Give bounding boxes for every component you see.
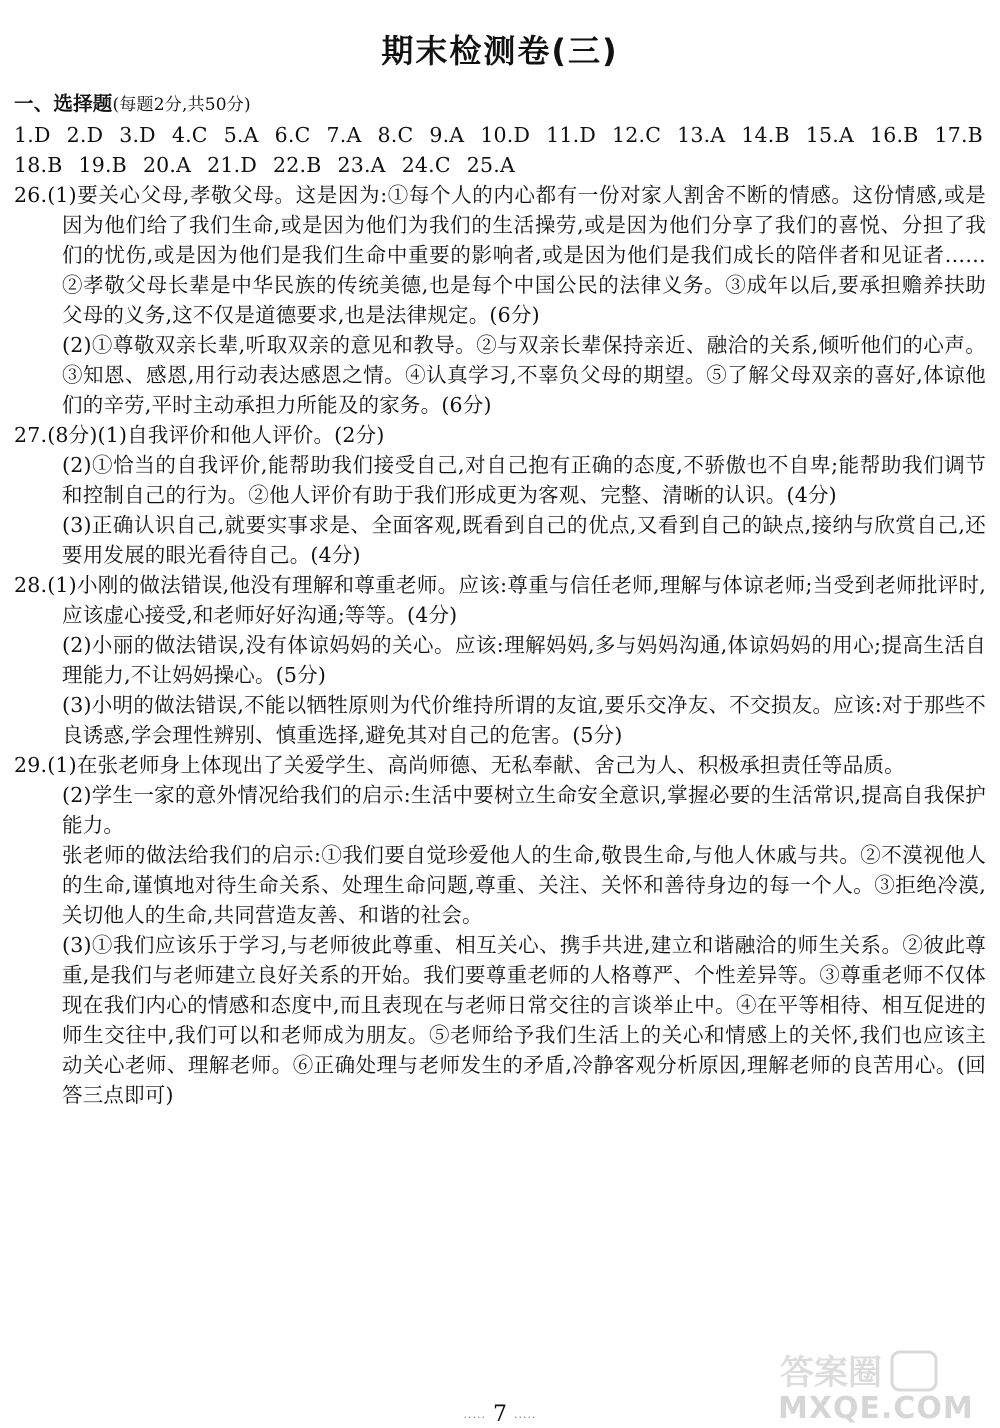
answer-content [14,88,986,1110]
choice-answer-item: 19.B [78,153,127,177]
choice-answer-item: 20.A [142,153,192,177]
choice-answer-item: 11.D [546,123,596,147]
choice-answer-item: 15.A [805,123,854,147]
choice-answer-item: 13.A [677,123,726,147]
choice-answer-item: 24.C [401,153,451,177]
choice-answer-item: 8.C [377,123,414,147]
question-29-part-3: (3)①我们应该乐于学习,与老师彼此尊重、相互关心、携手共进,建立和谐融洽的师生关系。②彼此尊重,是我们与老师建立良好关系的开始。我们要尊重老师的人格尊严、个性差异等。③尊重老师不仅体现在我们内心的情感和态度中,而且表现在与老师日常交往的言谈举止中。④在平等相待、相互促进的师生交往中,我们可以和老师成为朋友。⑤老师给予我们生活上的关心和情感上的关怀,我们也应该主动关心老师、理解老师。⑥正确处理与老师发生的矛盾,冷静客观分析原因,理解老师的良苦用心。(回答三点即可) [62,933,986,1107]
choice-answer-item: 6.C [274,123,311,147]
page-number: ····· 7 ····· [463,1402,537,1427]
choice-answer-item: 25.A [466,153,515,177]
choice-answer-item: 21.D [207,153,257,177]
choice-answer-item: 5.A [223,123,259,147]
question-28-part-1: 28.(1)小刚的做法错误,他没有理解和尊重老师。应该:尊重与信任老师,理解与体谅老师;当受到老师批评时,应该虚心接受,和老师好好沟通;等等。(4分) [14,573,986,627]
choice-answer-item: 22.B [273,153,322,177]
watermark-text-top: 答案圈 [780,1353,882,1393]
page-title: 期末检测卷(三) [381,32,619,70]
choice-answer-item: 3.D [119,123,156,147]
choice-answer-item: 16.B [870,123,919,147]
choice-answer-item: 12.C [612,123,662,147]
question-29-part-2-continued: 张老师的做法给我们的启示:①我们要自觉珍爱他人的生命,敬畏生命,与他人休戚与共。②不漠视他人的生命,谨慎地对待生命关系、处理生命问题,尊重、关注、关怀和善待身边的每一个人。③拒绝冷漠,关切他人的生命,共同营造友善、和谐的社会。 [62,843,986,927]
section-note: (每题2分,共50分) [112,95,251,115]
choice-answer-item: 9.A [429,123,465,147]
question-27-part-1: 27.(8分)(1)自我评价和他人评价。(2分) [14,423,385,447]
choice-answer-item: 17.B [934,123,983,147]
choice-answers [14,120,986,180]
choice-answer-item: 14.B [741,123,790,147]
question-29-part-1: 29.(1)在张老师身上体现出了关爱学生、高尚师德、无私奉献、舍己为人、积极承担责任等品质。 [14,753,905,777]
question-26-part-1: 26.(1)要关心父母,孝敬父母。这是因为:①每个人的内心都有一份对家人割舍不断的情感。这份情感,或是因为他们给了我们生命,或是因为他们为我们的生活操劳,或是因为他们分享了我们的喜悦、分担了我们的忧伤,或是因为他们是我们生命中重要的影响者,或是因为他们是我们成长的陪伴者和见证者……②孝敬父母长辈是中华民族的传统美德,也是每个中国公民的法律义务。③成年以后,要承担赡养扶助父母的义务,这不仅是道德要求,也是法律规定。(6分) [14,183,986,327]
question-26-part-2: (2)①尊敬双亲长辈,听取双亲的意见和教导。②与双亲长辈保持亲近、融洽的关系,倾听他们的心声。③知恩、感恩,用行动表达感恩之情。④认真学习,不辜负父母的期望。⑤了解父母双亲的喜好,体谅他们的辛劳,平时主动承担力所能及的家务。(6分) [62,333,986,417]
question-28-part-2: (2)小丽的做法错误,没有体谅妈妈的关心。应该:理解妈妈,多与妈妈沟通,体谅妈妈的用心;提高生活自理能力,不让妈妈操心。(5分) [62,633,986,687]
choice-answer-item: 23.A [337,153,386,177]
watermark-text-bottom: MXQE.COM [778,1391,974,1424]
choice-answer-item: 18.B [14,153,63,177]
section-title: 一、选择题 [14,92,113,115]
page-number-value: 7 [493,1402,507,1427]
section-heading [14,88,986,120]
choice-answer-item: 7.A [326,123,362,147]
question-28-part-3: (3)小明的做法错误,不能以牺牲原则为代价维持所谓的友谊,要乐交净友、不交损友。应该:对于那些不良诱惑,学会理性辨别、慎重选择,避免其对自己的危害。(5分) [62,693,986,747]
choice-answer-item: 4.C [171,123,208,147]
choice-answer-item: 10.D [480,123,531,147]
question-29-part-2: (2)学生一家的意外情况给我们的启示:生活中要树立生命安全意识,掌握必要的生活常识,提高自我保护能力。 [62,783,986,837]
watermark-badge-icon [892,1352,936,1390]
choice-answer-item: 1.D [14,123,51,147]
question-27-part-3: (3)正确认识自己,就要实事求是、全面客观,既看到自己的优点,又看到自己的缺点,接纳与欣赏自己,还要用发展的眼光看待自己。(4分) [62,513,986,567]
question-27-part-2: (2)①恰当的自我评价,能帮助我们接受自己,对自己抱有正确的态度,不骄傲也不自卑;能帮助我们调节和控制自己的行为。②他人评价有助于我们形成更为客观、完整、清晰的认识。(4分) [62,453,986,507]
choice-answer-item: 2.D [66,123,104,147]
